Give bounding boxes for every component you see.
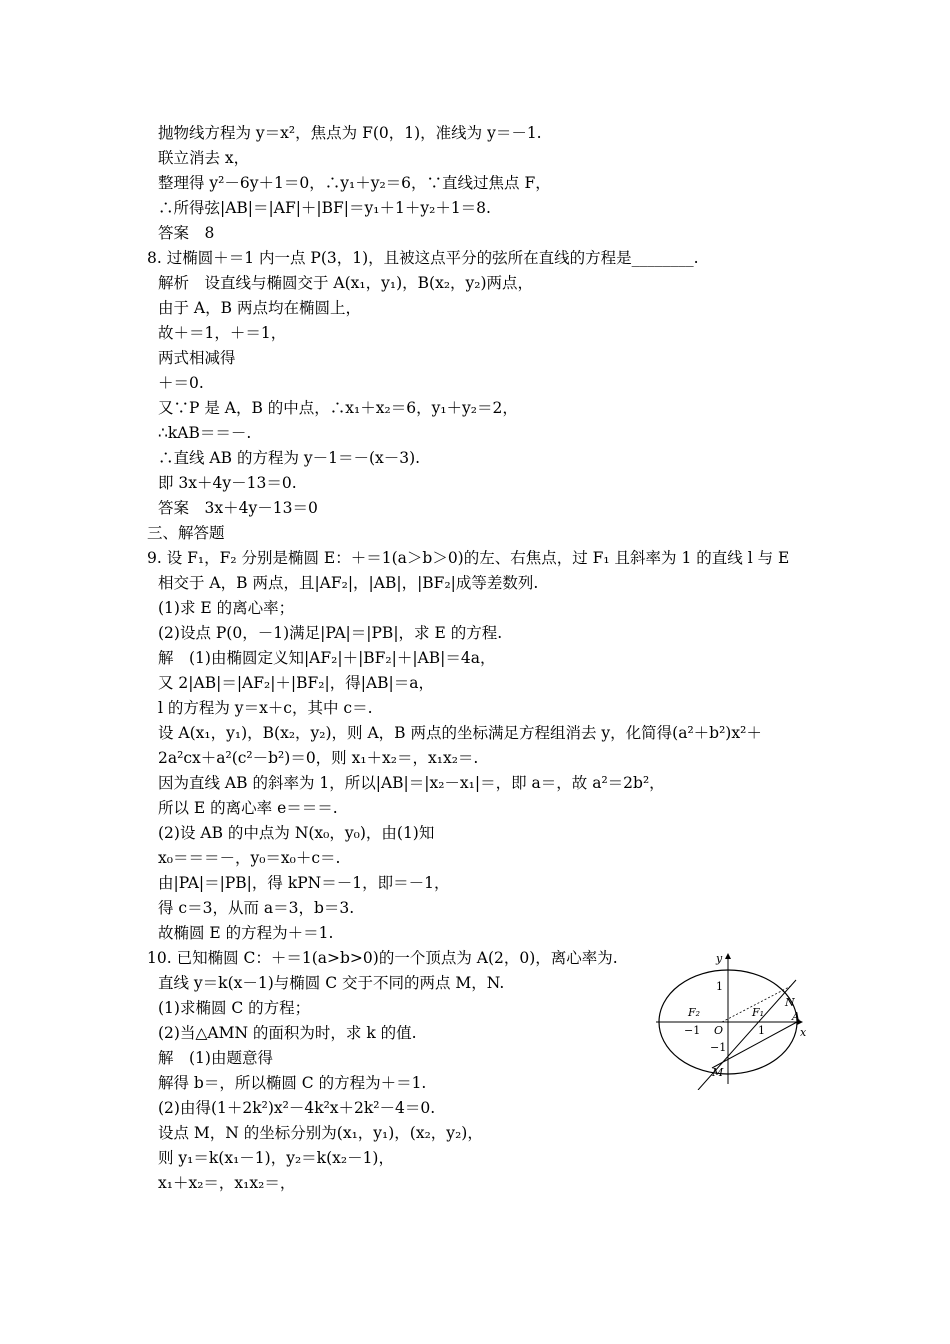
point-a-label: A [792,1010,800,1023]
text-line: 因为直线 AB 的斜率为 1，所以|AB|＝|x₂－x₁|＝，即 a＝，故 a²＝2b²， [158,774,665,792]
text-line: ＋＝0. [158,374,204,392]
text-line: l 的方程为 y＝x＋c，其中 c＝. [158,699,373,717]
text-line: 解析 设直线与椭圆交于 A(x₁，y₁)，B(x₂，y₂)两点， [158,274,534,292]
text-line: 直线 y＝k(x－1)与椭圆 C 交于不同的两点 M，N. [158,974,505,992]
text-line: 所以 E 的离心率 e＝＝＝. [158,799,338,817]
ellipse-figure [650,950,810,1090]
origin-label: O [714,1024,724,1037]
question-10: 10. 已知椭圆 C：＋＝1(a>b>0)的一个顶点为 A(2，0)，离心率为. [147,949,618,967]
text-line: (2)设 AB 的中点为 N(x₀，y₀)，由(1)知 [158,824,435,842]
text-line: 故＋＝1，＋＝1， [158,324,287,342]
text-line: 由于 A，B 两点均在椭圆上， [158,299,361,317]
text-line: 设点 M，N 的坐标分别为(x₁，y₁)，(x₂，y₂)， [158,1124,483,1142]
text-line: ∴直线 AB 的方程为 y－1＝－(x－3). [158,449,421,467]
text-line: 解 (1)由椭圆定义知|AF₂|＋|BF₂|＋|AB|＝4a， [158,649,496,667]
text-line: (2)由得(1＋2k²)x²－4k²x＋2k²－4＝0. [158,1099,436,1117]
answer-line: 答案 8 [158,224,215,242]
text-line: 得 c＝3，从而 a＝3，b＝3. [158,899,355,917]
text-line: (1)求椭圆 C 的方程； [158,999,311,1017]
focus-f1-label: F₁ [752,1006,765,1019]
text-line: 故椭圆 E 的方程为＋＝1. [158,924,334,942]
text-line: 解得 b＝，所以椭圆 C 的方程为＋＝1. [158,1074,427,1092]
x-label: x [800,1026,807,1039]
tick-label-1-top: 1 [716,980,723,993]
text-line: ∴所得弦|AB|＝|AF|＋|BF|＝y₁＋1＋y₂＋1＝8. [158,199,491,217]
y-label: y [716,952,723,965]
text-line: 联立消去 x， [158,149,250,167]
text-line: 则 y₁＝k(x₁－1)，y₂＝k(x₂－1)， [158,1149,394,1167]
text-line: 又∵P 是 A，B 的中点，∴x₁＋x₂＝6，y₁＋y₂＝2， [158,399,518,417]
ellipse-diagram [650,950,810,1090]
text-line: (2)设点 P(0，－1)满足|PA|＝|PB|，求 E 的方程. [158,624,503,642]
focus-f2-label: F₂ [688,1006,701,1019]
text-line: 又 2|AB|＝|AF₂|＋|BF₂|，得|AB|＝a， [158,674,434,692]
section-heading: 三、解答题 [147,524,225,542]
text-line: 整理得 y²－6y＋1＝0，∴y₁＋y₂＝6，∵直线过焦点 F， [158,174,551,192]
tick-label-1-right: 1 [758,1024,765,1037]
text-line: 2a²cx＋a²(c²－b²)＝0，则 x₁＋x₂＝，x₁x₂＝. [158,749,479,767]
question-9: 9. 设 F₁，F₂ 分别是椭圆 E：＋＝1(a＞b＞0)的左、右焦点，过 F₁ 且斜率为 1 的直线 l 与 E [147,549,790,567]
tick-label-neg1-bottom: −1 [710,1041,727,1054]
text-line: 相交于 A，B 两点，且|AF₂|，|AB|，|BF₂|成等差数列. [158,574,539,592]
text-line: x₁＋x₂＝，x₁x₂＝， [158,1174,296,1192]
tick-label-neg1-left: −1 [684,1024,701,1037]
text-line: 由|PA|＝|PB|，得 kPN＝－1，即＝－1， [158,874,450,892]
text-line: 抛物线方程为 y＝x²，焦点为 F(0，1)，准线为 y＝－1. [158,124,542,142]
text-line: x₀＝＝＝－，y₀＝x₀＋c＝. [158,849,341,867]
answer-line: 答案 3x＋4y－13＝0 [158,499,318,517]
point-n-label: N [785,996,795,1009]
question-8: 8. 过椭圆＋＝1 内一点 P(3，1)，且被这点平分的弦所在直线的方程是________. [147,249,699,267]
text-line: (1)求 E 的离心率； [158,599,295,617]
text-line: (2)当△AMN 的面积为时，求 k 的值. [158,1024,417,1042]
point-m-label: M [712,1066,724,1079]
text-line: ∴kAB＝＝－. [158,424,252,442]
text-line: 设 A(x₁，y₁)，B(x₂，y₂)，则 A，B 两点的坐标满足方程组消去 y，化简得(a²＋b²)x²＋ [158,724,762,742]
text-line: 两式相减得 [158,349,236,367]
text-line: 解 (1)由题意得 [158,1049,273,1067]
text-line: 即 3x＋4y－13＝0. [158,474,297,492]
